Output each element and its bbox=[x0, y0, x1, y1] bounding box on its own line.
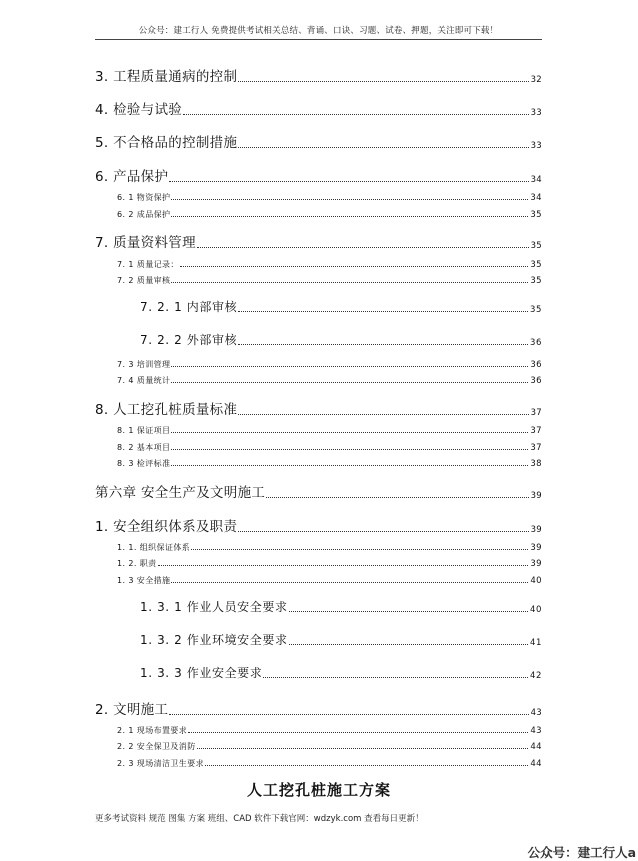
toc-entry[interactable] bbox=[117, 758, 542, 769]
toc-entry[interactable] bbox=[95, 398, 542, 418]
toc-entry[interactable] bbox=[140, 664, 542, 681]
toc-page-number: 35 bbox=[529, 305, 542, 315]
toc-page-number: 44 bbox=[530, 759, 542, 769]
toc-entry[interactable] bbox=[95, 481, 542, 501]
toc-page-number: 37 bbox=[530, 443, 542, 453]
toc-entry-title: 7. 1 质量记录： bbox=[117, 260, 179, 269]
toc-entry-title: 2. 3 现场清洁卫生要求 bbox=[117, 759, 205, 768]
page-footer: 更多考试资料 规范 图集 方案 班组、CAD 软件下载官网：wdzyk.com 查看每日更新！ bbox=[95, 814, 424, 824]
toc-entry[interactable] bbox=[95, 231, 542, 251]
toc-page-number: 39 bbox=[530, 525, 542, 535]
toc-entry-title: 第六章 安全生产及文明施工 bbox=[95, 485, 266, 501]
toc-page-number: 36 bbox=[530, 360, 542, 370]
toc-leader bbox=[171, 449, 528, 450]
toc-page-number: 40 bbox=[530, 576, 542, 586]
toc-leader bbox=[238, 531, 528, 532]
toc-entry-title: 4. 检验与试验 bbox=[95, 102, 183, 118]
toc-entry[interactable] bbox=[117, 259, 542, 270]
toc-page-number: 39 bbox=[530, 491, 542, 501]
toc-leader bbox=[238, 81, 528, 82]
toc-entry-title: 7. 2. 1 内部审核 bbox=[140, 300, 238, 314]
toc-leader bbox=[158, 565, 529, 566]
toc-entry-title: 8. 2 基本项目 bbox=[117, 443, 171, 452]
toc-page-number: 37 bbox=[530, 426, 542, 436]
toc-leader bbox=[238, 414, 528, 415]
toc-entry[interactable] bbox=[117, 458, 542, 469]
toc-entry-title: 1. 1. 组织保证体系 bbox=[117, 543, 191, 552]
page-header: 公众号：建工行人 免费提供考试相关总结、背诵、口诀、习题、试卷、押题，关注即可下载！ bbox=[138, 26, 499, 36]
toc-page-number: 34 bbox=[530, 193, 542, 203]
toc-leader bbox=[289, 611, 528, 612]
toc-entry-title: 6. 产品保护 bbox=[95, 169, 169, 185]
toc-entry-title: 7. 2 质量审核 bbox=[117, 276, 171, 285]
toc-leader bbox=[197, 247, 529, 248]
toc-leader bbox=[171, 582, 528, 583]
toc-page-number: 44 bbox=[530, 742, 542, 752]
toc-leader bbox=[289, 644, 528, 645]
toc-leader bbox=[180, 266, 529, 267]
toc-entry[interactable] bbox=[140, 298, 542, 315]
toc-leader bbox=[171, 282, 528, 283]
toc-leader bbox=[171, 199, 528, 200]
toc-entry[interactable] bbox=[117, 375, 542, 386]
toc-leader bbox=[171, 465, 528, 466]
toc-leader bbox=[171, 382, 528, 383]
toc-entry-title: 7. 2. 2 外部审核 bbox=[140, 333, 238, 347]
toc-leader bbox=[171, 216, 528, 217]
toc-entry-title: 6. 2 成品保护 bbox=[117, 210, 171, 219]
toc-entry-title: 7. 3 培训管理 bbox=[117, 360, 171, 369]
toc-entry-title: 3. 工程质量通病的控制 bbox=[95, 69, 238, 85]
toc-leader bbox=[169, 714, 528, 715]
toc-entry[interactable] bbox=[95, 165, 542, 185]
toc-entry-title: 7. 4 质量统计 bbox=[117, 376, 171, 385]
toc-entry-title: 1. 3. 2 作业环境安全要求 bbox=[140, 633, 288, 647]
toc-entry[interactable] bbox=[95, 698, 542, 718]
toc-entry[interactable] bbox=[117, 442, 542, 453]
toc-entry-title: 1. 3. 3 作业安全要求 bbox=[140, 666, 263, 680]
toc-page-number: 32 bbox=[530, 75, 542, 85]
toc-entry-title: 8. 1 保证项目 bbox=[117, 426, 171, 435]
toc-leader bbox=[238, 344, 528, 345]
toc-entry[interactable] bbox=[140, 598, 542, 615]
toc-entry[interactable] bbox=[117, 558, 542, 569]
toc-leader bbox=[183, 114, 529, 115]
watermark-text: 公众号：建工行人a bbox=[527, 845, 636, 860]
toc-entry-title: 2. 1 现场布置要求 bbox=[117, 726, 188, 735]
toc-page-number: 43 bbox=[530, 726, 542, 736]
toc-leader bbox=[205, 765, 528, 766]
toc-page-number: 38 bbox=[530, 459, 542, 469]
toc-entry-title: 5. 不合格品的控制措施 bbox=[95, 135, 238, 151]
toc-leader bbox=[191, 549, 528, 550]
toc-leader bbox=[266, 497, 528, 498]
toc-page-number: 43 bbox=[530, 708, 542, 718]
toc-entry[interactable] bbox=[95, 65, 542, 85]
toc-leader bbox=[169, 181, 528, 182]
toc-page-number: 33 bbox=[530, 108, 542, 118]
toc-entry[interactable] bbox=[95, 98, 542, 118]
toc-page-number: 33 bbox=[530, 141, 542, 151]
toc-leader bbox=[197, 748, 529, 749]
toc-leader bbox=[171, 366, 528, 367]
toc-entry[interactable] bbox=[117, 725, 542, 736]
toc-entry-title: 7. 质量资料管理 bbox=[95, 235, 196, 251]
toc-page-number: 39 bbox=[530, 543, 542, 553]
toc-page-number: 36 bbox=[530, 376, 542, 386]
toc-leader bbox=[263, 677, 528, 678]
toc-entry[interactable] bbox=[117, 209, 542, 220]
toc-entry-title: 8. 人工挖孔桩质量标准 bbox=[95, 402, 238, 418]
toc-entry[interactable] bbox=[95, 515, 542, 535]
toc-entry-title: 2. 2 安全保卫及消防 bbox=[117, 742, 196, 751]
toc-entry[interactable] bbox=[140, 331, 542, 348]
document-title: 人工挖孔桩施工方案 bbox=[246, 781, 391, 799]
toc-entry[interactable] bbox=[117, 192, 542, 203]
toc-entry[interactable] bbox=[117, 741, 542, 752]
toc-page-number: 35 bbox=[530, 260, 542, 270]
toc-page-number: 37 bbox=[530, 408, 542, 418]
toc-leader bbox=[238, 311, 528, 312]
toc-entry-title: 1. 3. 1 作业人员安全要求 bbox=[140, 600, 288, 614]
toc-page-number: 35 bbox=[530, 276, 542, 286]
toc-entry[interactable] bbox=[117, 275, 542, 286]
toc-entry-title: 1. 2. 职责 bbox=[117, 559, 157, 568]
toc-page-number: 35 bbox=[530, 241, 542, 251]
toc-entry-title: 1. 安全组织体系及职责 bbox=[95, 519, 238, 535]
toc-page-number: 36 bbox=[529, 338, 542, 348]
toc-entry[interactable] bbox=[117, 542, 542, 553]
toc-entry-title: 6. 1 物资保护 bbox=[117, 193, 171, 202]
toc-entry-title: 1. 3 安全措施 bbox=[117, 576, 171, 585]
toc-page-number: 34 bbox=[530, 175, 542, 185]
toc-page-number: 35 bbox=[530, 210, 542, 220]
toc-leader bbox=[188, 732, 528, 733]
toc-page-number: 41 bbox=[529, 638, 542, 648]
toc-page-number: 40 bbox=[529, 605, 542, 615]
toc-leader bbox=[238, 147, 528, 148]
toc-entry-title: 2. 文明施工 bbox=[95, 702, 169, 718]
toc-leader bbox=[171, 432, 528, 433]
toc-page-number: 39 bbox=[530, 559, 542, 569]
toc-entry-title: 8. 3 检评标准 bbox=[117, 459, 171, 468]
toc-entry[interactable] bbox=[140, 631, 542, 648]
toc-page-number: 42 bbox=[529, 671, 542, 681]
toc-entry[interactable] bbox=[117, 425, 542, 436]
toc-entry[interactable] bbox=[117, 575, 542, 586]
toc-entry[interactable] bbox=[95, 131, 542, 151]
header-divider bbox=[95, 39, 542, 40]
toc-entry[interactable] bbox=[117, 359, 542, 370]
